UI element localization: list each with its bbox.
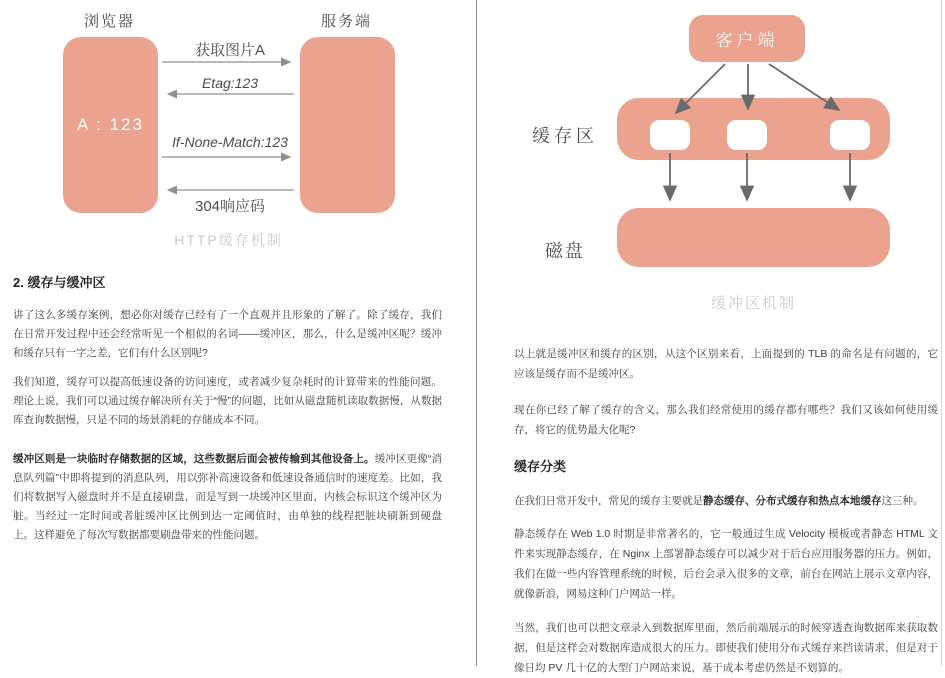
- page-right-border: [941, 0, 942, 666]
- paragraph: 当然，我们也可以把文章录入到数据库里面，然后前端展示的时候穿透查询数据库来获取数据，但是这样会对数据库造成很大的压力。即使我们使用分布式缓存来挡读请求，但是对于像日均 PV 几十亿的大型门户网站来说，基于成本考虑仍然是不划算的。: [514, 622, 938, 674]
- client-label: 客户端: [715, 31, 779, 50]
- flow-arrows-icon: [477, 0, 941, 290]
- disk-label: 磁盘: [545, 241, 585, 261]
- text-run: 缓冲区更像“消息队列篇”中即将提到的消息队列，用以弥补高速设备和低速设备通信时的速度差。比如，我们将数据写入磁盘时并不是直接刷盘，而是写到一块缓冲区里面，内核会标识这个缓冲区为脏。当经过一定时间或者脏缓冲区比例到达一定阈值时，由单独的线程把脏块刷新到硬盘上。这样避免了每次写数据都要刷盘带来的性能问题。: [13, 453, 443, 541]
- client-to-buffer-arrow-icon: [769, 64, 839, 110]
- paragraph: 以上就是缓冲区和缓存的区别，从这个区别来看，上面提到的 TLB 的命名是有问题的，它应该是缓存而不是缓冲区。: [514, 348, 938, 380]
- cache-area-label: 缓存区: [532, 126, 598, 146]
- buffer-mechanism-caption: 缓冲区机制: [710, 295, 796, 312]
- left-column: [0, 0, 476, 666]
- arrow-label-304: 304响应码: [194, 198, 266, 215]
- arrow-label-get-image: 获取图片A: [194, 42, 265, 59]
- buffer-mechanism-diagram: [477, 0, 941, 312]
- paragraph: [514, 491, 938, 511]
- server-label: 服务端: [321, 13, 373, 30]
- paragraph: 讲了这么多缓存案例，想必你对缓存已经有了一个直观并且形象的了解了。除了缓存，我们在日常开发过程中还会经常听见一个相似的名词——缓冲区，那么，什么是缓冲区呢？缓冲和缓存只有一字之差，它们有什么区别呢?: [13, 309, 442, 359]
- http-cache-diagram: [0, 0, 476, 258]
- client-to-buffer-arrow-icon: [676, 64, 725, 113]
- text-run: 这三种。: [881, 495, 924, 507]
- browser-cache-value: A : 123: [77, 115, 144, 134]
- text-run: 在我们日常开发中，常见的缓存主要就是: [514, 495, 703, 507]
- paragraph: 现在你已经了解了缓存的含义，那么我们经常使用的缓存都有哪些？我们又该如何使用缓存，将它的优势最大化呢?: [514, 404, 938, 436]
- http-cache-caption: HTTP缓存机制: [174, 232, 283, 248]
- bold-text-run: 缓冲区则是一块临时存储数据的区域，这些数据后面会被传输到其他设备上。: [13, 453, 375, 465]
- bold-text-run: 静态缓存、分布式缓存和热点本地缓存: [703, 495, 882, 507]
- paragraph: 我们知道，缓存可以提高低速设备的访问速度，或者减少复杂耗时的计算带来的性能问题。理论上说，我们可以通过缓存解决所有关于“慢”的问题，比如从磁盘随机读取数据慢，从数据库查询数据慢，只是不同的场景消耗的存储成本不同。: [13, 376, 442, 426]
- browser-label: 浏览器: [84, 13, 136, 30]
- paragraph: 静态缓存在 Web 1.0 时期是非常著名的，它一般通过生成 Velocity 模板或者静态 HTML 文件来实现静态缓存，在 Nginx 上部署静态缓存可以减少对于后台应用服务器的压力。例如，我们在做一些内容管理系统的时候，后台会录入很多的文章，前台在网站上展示文章内容，就像新浪，网易这种门户网站一样。: [514, 528, 938, 600]
- arrow-label-etag: Etag:123: [201, 75, 259, 91]
- section-heading-cache-types: 缓存分类: [514, 459, 567, 474]
- arrow-label-if-none-match: If-None-Match:123: [172, 134, 288, 150]
- right-column: [477, 0, 941, 674]
- section-heading-cache-vs-buffer: 2. 缓存与缓冲区: [13, 275, 106, 290]
- paragraph: [13, 450, 442, 545]
